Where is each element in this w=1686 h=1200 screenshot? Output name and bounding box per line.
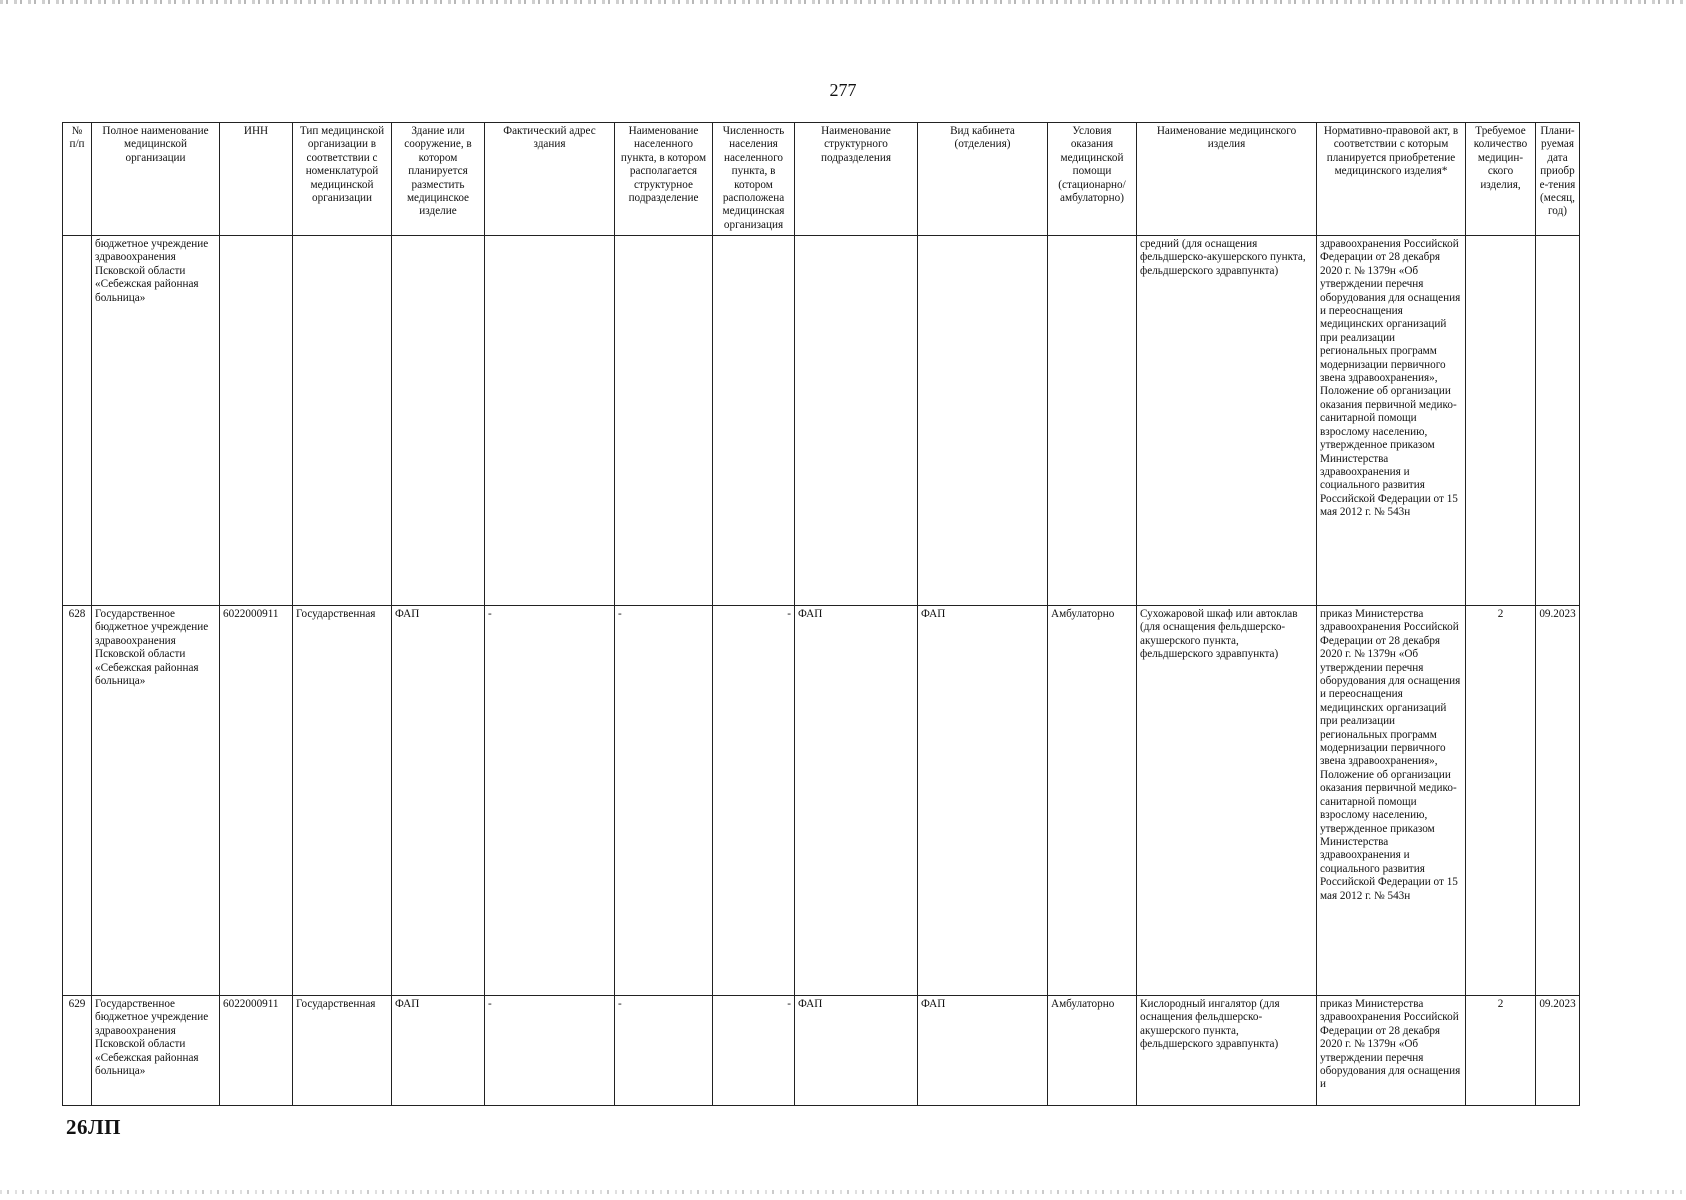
cell-cabinet: ФАП	[918, 606, 1048, 996]
cell-org-type: Государственная	[293, 606, 392, 996]
cell-conditions: Амбулаторно	[1048, 996, 1137, 1106]
cell-population: -	[713, 606, 795, 996]
header-device: Наименование медицинского изделия	[1137, 123, 1317, 236]
scan-artifact-bottom	[0, 1190, 1686, 1194]
cell-act: здравоохранения Российской Федерации от 28 декабря 2020 г. № 1379н «Об утверждении перечня оборудования для оснащения и переоснащения медицинских организаций при реализации региональных программ модернизации первичного звена здравоохранения», Положение об организации оказания первичной медико-санитарной помощи взрослому населению, утвержденное приказом Министерства здравоохранения и социального развития Российской Федерации от 15 мая 2012 г. № 543н	[1317, 236, 1466, 606]
header-row	[63, 123, 1580, 236]
cell-device: Сухожаровой шкаф или автоклав (для оснащения фельдшерско-акушерского пункта, фельдшерского здравпункта)	[1137, 606, 1317, 996]
cell-quantity: 2	[1466, 996, 1536, 1106]
cell-address	[485, 236, 615, 606]
header-inn: ИНН	[220, 123, 293, 236]
cell-device: средний (для оснащения фельдшерско-акушерского пункта, фельдшерского здравпункта)	[1137, 236, 1317, 606]
header-org-type: Тип медицинской организации в соответствии с номенклатурой медицинской организации	[293, 123, 392, 236]
cell-address: -	[485, 606, 615, 996]
header-date: Плани-руемая дата приобре-тения (месяц, год)	[1536, 123, 1580, 236]
cell-conditions	[1048, 236, 1137, 606]
header-act: Нормативно-правовой акт, в соответствии с которым планируется приобретение медицинского изделия*	[1317, 123, 1466, 236]
table-row	[63, 236, 1580, 606]
cell-unit	[795, 236, 918, 606]
cell-org-type: Государственная	[293, 996, 392, 1106]
page-number: 277	[829, 80, 857, 100]
cell-org: Государственное бюджетное учреждение здравоохранения Псковской области «Себежская районная больница»	[92, 996, 220, 1106]
cell-num	[63, 236, 92, 606]
cell-quantity: 2	[1466, 606, 1536, 996]
header-num: № п/п	[63, 123, 92, 236]
cell-building: ФАП	[392, 996, 485, 1106]
header-locality: Наименование населенного пункта, в котором располагается структурное подразделение	[615, 123, 713, 236]
cell-act: приказ Министерства здравоохранения Российской Федерации от 28 декабря 2020 г. № 1379н «Об утверждении перечня оборудования для оснащения и переоснащения медицинских организаций при реализации региональных программ модернизации первичного звена здравоохранения», Положение об организации оказания первичной медико-санитарной помощи взрослому населению, утвержденное приказом Министерства здравоохранения и социального развития Российской Федерации от 15 мая 2012 г. № 543н	[1317, 606, 1466, 996]
cell-act: приказ Министерства здравоохранения Российской Федерации от 28 декабря 2020 г. № 1379н «Об утверждении перечня оборудования для оснащения и	[1317, 996, 1466, 1106]
cell-inn: 6022000911	[220, 606, 293, 996]
cell-quantity	[1466, 236, 1536, 606]
header-population: Численность населения населенного пункта, в котором расположена медицинская организация	[713, 123, 795, 236]
cell-device: Кислородный ингалятор (для оснащения фельдшерско-акушерского пункта, фельдшерского здравпункта)	[1137, 996, 1317, 1106]
medical-devices-table	[62, 122, 1580, 1106]
cell-inn	[220, 236, 293, 606]
header-unit: Наименование структурного подразделения	[795, 123, 918, 236]
cell-num: 629	[63, 996, 92, 1106]
cell-unit: ФАП	[795, 996, 918, 1106]
cell-building	[392, 236, 485, 606]
cell-num: 628	[63, 606, 92, 996]
cell-cabinet	[918, 236, 1048, 606]
cell-date: 09.2023	[1536, 996, 1580, 1106]
header-address: Фактический адрес здания	[485, 123, 615, 236]
header-org: Полное наименование медицинской организации	[92, 123, 220, 236]
cell-locality: -	[615, 996, 713, 1106]
table-row	[63, 996, 1580, 1106]
cell-org: бюджетное учреждение здравоохранения Псковской области «Себежская районная больница»	[92, 236, 220, 606]
cell-date	[1536, 236, 1580, 606]
header-cabinet: Вид кабинета (отделения)	[918, 123, 1048, 236]
cell-conditions: Амбулаторно	[1048, 606, 1137, 996]
cell-org: Государственное бюджетное учреждение здравоохранения Псковской области «Себежская районная больница»	[92, 606, 220, 996]
document-code: 26ЛП	[66, 1115, 121, 1139]
cell-inn: 6022000911	[220, 996, 293, 1106]
cell-locality: -	[615, 606, 713, 996]
scan-artifact-top	[0, 0, 1686, 4]
cell-org-type	[293, 236, 392, 606]
header-building: Здание или сооружение, в котором планируется разместить медицинское изделие	[392, 123, 485, 236]
header-conditions: Условия оказания медицинской помощи (стационарно/ амбулаторно)	[1048, 123, 1137, 236]
header-quantity: Требуемое количество медицин-ского изделия,	[1466, 123, 1536, 236]
cell-address: -	[485, 996, 615, 1106]
table-row	[63, 606, 1580, 996]
cell-population	[713, 236, 795, 606]
cell-date: 09.2023	[1536, 606, 1580, 996]
cell-building: ФАП	[392, 606, 485, 996]
cell-unit: ФАП	[795, 606, 918, 996]
cell-population: -	[713, 996, 795, 1106]
cell-cabinet: ФАП	[918, 996, 1048, 1106]
cell-locality	[615, 236, 713, 606]
